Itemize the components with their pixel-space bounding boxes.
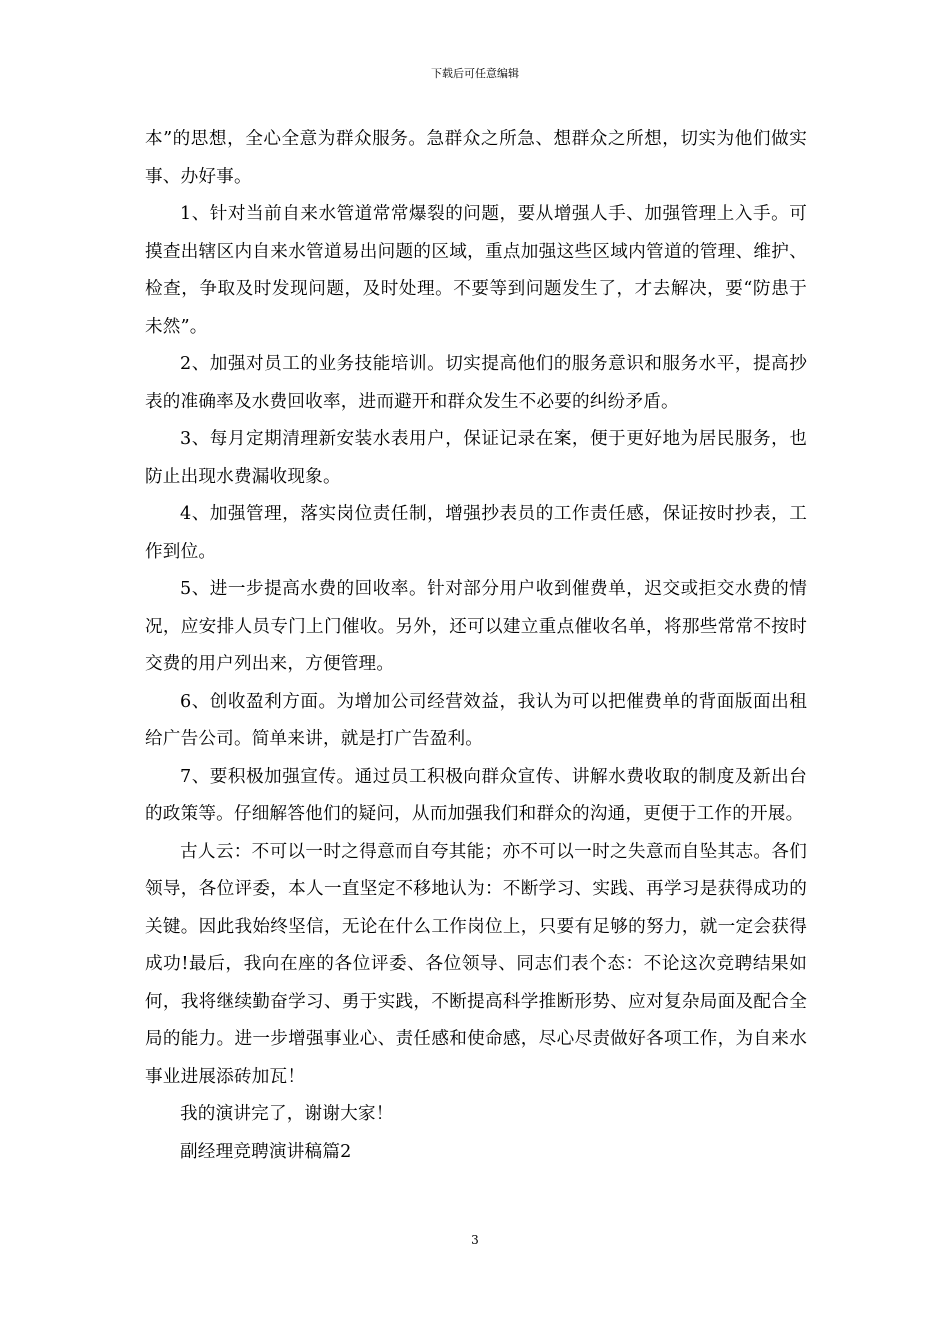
paragraph-item-2: 2、加强对员工的业务技能培训。切实提高他们的服务意识和服务水平，提高抄表的准确率及水费回收率，进而避开和群众发生不必要的纠纷矛盾。	[145, 354, 807, 412]
document-body	[145, 121, 807, 1171]
page-number: 3	[471, 1233, 479, 1247]
paragraph-item-4: 4、加强管理，落实岗位责任制，增强抄表员的工作责任感，保证按时抄表，工作到位。	[145, 504, 807, 562]
paragraph-item-6: 6、创收盈利方面。为增加公司经营效益，我认为可以把催费单的背面版面出租给广告公司。简单来讲，就是打广告盈利。	[145, 691, 807, 749]
paragraph-item-7: 7、要积极加强宣传。通过员工积极向群众宣传、讲解水费收取的制度及新出台的政策等。仔细解答他们的疑问，从而加强我们和群众的沟通，更便于工作的开展。	[145, 766, 807, 824]
paragraph-item-5: 5、进一步提高水费的回收率。针对部分用户收到催费单，迟交或拒交水费的情况，应安排人员专门上门催收。另外，还可以建立重点催收名单，将那些常常不按时交费的用户列出来，方便管理。	[145, 579, 807, 674]
paragraph-conclusion: 古人云：不可以一时之得意而自夸其能；亦不可以一时之失意而自坠其志。各们领导，各位评委，本人一直坚定不移地认为：不断学习、实践、再学习是获得成功的关键。因此我始终坚信，无论在什么工作岗位上，只要有足够的努力，就一定会获得成功!最后，我向在座的各位评委、各位领导、同志们表个态：不论这次竞聘结果如何，我将继续勤奋学习、勇于实践，不断提高科学推断形势、应对复杂局面及配合全局的能力。进一步增强事业心、责任感和使命感，尽心尽责做好各项工作，为自来水事业进展添砖加瓦！	[145, 841, 807, 1087]
paragraph-continuation: 本”的思想，全心全意为群众服务。急群众之所急、想群众之所想，切实为他们做实事、办好事。	[145, 129, 807, 187]
page-header: 下载后可任意编辑	[431, 67, 519, 80]
paragraph-item-1: 1、针对当前自来水管道常常爆裂的问题，要从增强人手、加强管理上入手。可摸查出辖区内自来水管道易出问题的区域，重点加强这些区域内管道的管理、维护、检查，争取及时发现问题，及时处理。不要等到问题发生了，才去解决，要“防患于未然”。	[145, 204, 807, 337]
paragraph-closing: 我的演讲完了，谢谢大家！	[180, 1104, 394, 1124]
paragraph-item-3: 3、每月定期清理新安装水表用户，保证记录在案，便于更好地为居民服务，也防止出现水费漏收现象。	[145, 429, 807, 487]
section-heading: 副经理竞聘演讲稿篇2	[180, 1141, 352, 1162]
